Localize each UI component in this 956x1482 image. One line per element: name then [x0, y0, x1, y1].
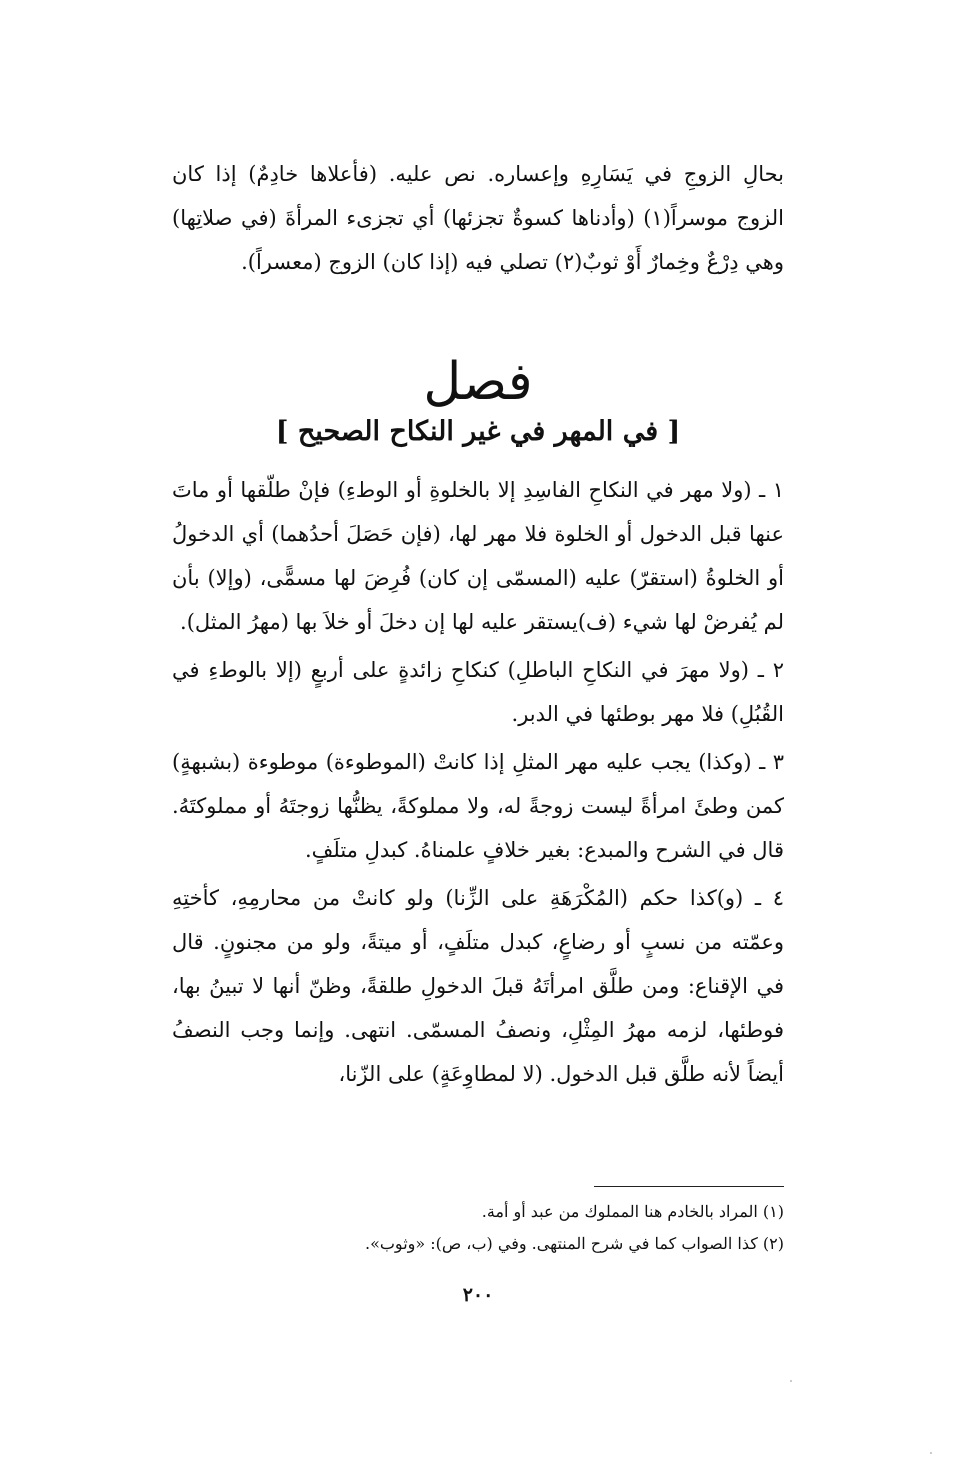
intro-paragraph: بحالِ الزوجِ في يَسَارِهِ وإعساره. نص عليه. (فأعلاها خادِمٌ) إذا كان الزوج موسراً(١) (وأدناها كسوةٌ تجزئها) أي تجزىء المرأةَ (في صلاتِها) وهي دِرْعٌ وخِمارٌ أَوْ ثوبٌ(٢) تصلي فيه (إذا كان) الزوج (معسراً).	[172, 162, 784, 274]
footnote-divider	[594, 1186, 784, 1187]
scan-speck	[790, 1380, 792, 1382]
section-title: [ في المهر في غير النكاح الصحيح ]	[275, 416, 681, 447]
page-number: ٢٠٠	[462, 1284, 494, 1306]
paragraph-4: ٤ ـ (و)كذا حكم (المُكْرَهَةِ على الزِّنا) ولو كانتْ من محارمِهِ، كأختِهِ وعمّته من نسبٍ أو رضاعٍ، كبدل متلَفٍ، أو ميتةً، ولو من مجنونٍ. قال في الإقناع: ومن طلَّق امرأتَهُ قبلَ الدخولِ طلقةً، وظنّ أنها لا تبينُ بها، فوطئها، لزمه مهرُ المِثْلِ، ونصفُ المسمّى. انتهى. وإنما وجب النصفُ أيضاً لأنه طلَّق قبل الدخول. (لا لمطاوِعَةٍ) على الزّنا،	[172, 886, 784, 1086]
paragraph-2: ٢ ـ (ولا مهرَ في النكاحِ الباطلِ) كنكاحِ زائدةٍ على أربعٍ (إلا بالوطءِ في القُبُلِ) فلا مهر بوطئها في الدبر.	[172, 658, 784, 726]
footnotes	[172, 1196, 784, 1260]
scan-speck	[930, 1452, 932, 1454]
footnote-1: (١) المراد بالخادم هنا المملوك من عبد أو أمة.	[481, 1202, 784, 1221]
paragraph-3: ٣ ـ (وكذا) يجب عليه مهر المثلِ إذا كانتْ (الموطوءة) موطوءة (بشبهةٍ) كمن وطئَ امرأةً ليست زوجةً له، ولا مملوكةً، يظنُّها زوجتَهُ أو مملوكتَهُ. قال في الشرح والمبدع: بغير خلافٍ علمناهُ. كبدلِ متلَفٍ.	[172, 750, 784, 862]
fasl-heading: فصل	[423, 352, 533, 412]
paragraph-1: ١ ـ (ولا مهر في النكاحِ الفاسِدِ إلا بالخلوةِ أو الوطءِ) فإنْ طلّقها أو ماتَ عنها قبل الدخول أو الخلوة فلا مهر لها، (فإن حَصَلَ أحدُهما) أي الدخولُ أو الخلوةُ (استقرّ) عليه (المسمّى إن كان) فُرِضَ لها مسمًّى، (وإلا) بأن لم يُفرضْ لها شيء (ف)يستقر عليه لها إن دخلَ أو خلاَ بها (مهرُ المثل).	[172, 478, 784, 634]
main-text	[172, 468, 784, 1100]
footnote-2: (٢) كذا الصواب كما في شرح المنتهى. وفي (ب، ص): «وثوب».	[364, 1234, 784, 1253]
